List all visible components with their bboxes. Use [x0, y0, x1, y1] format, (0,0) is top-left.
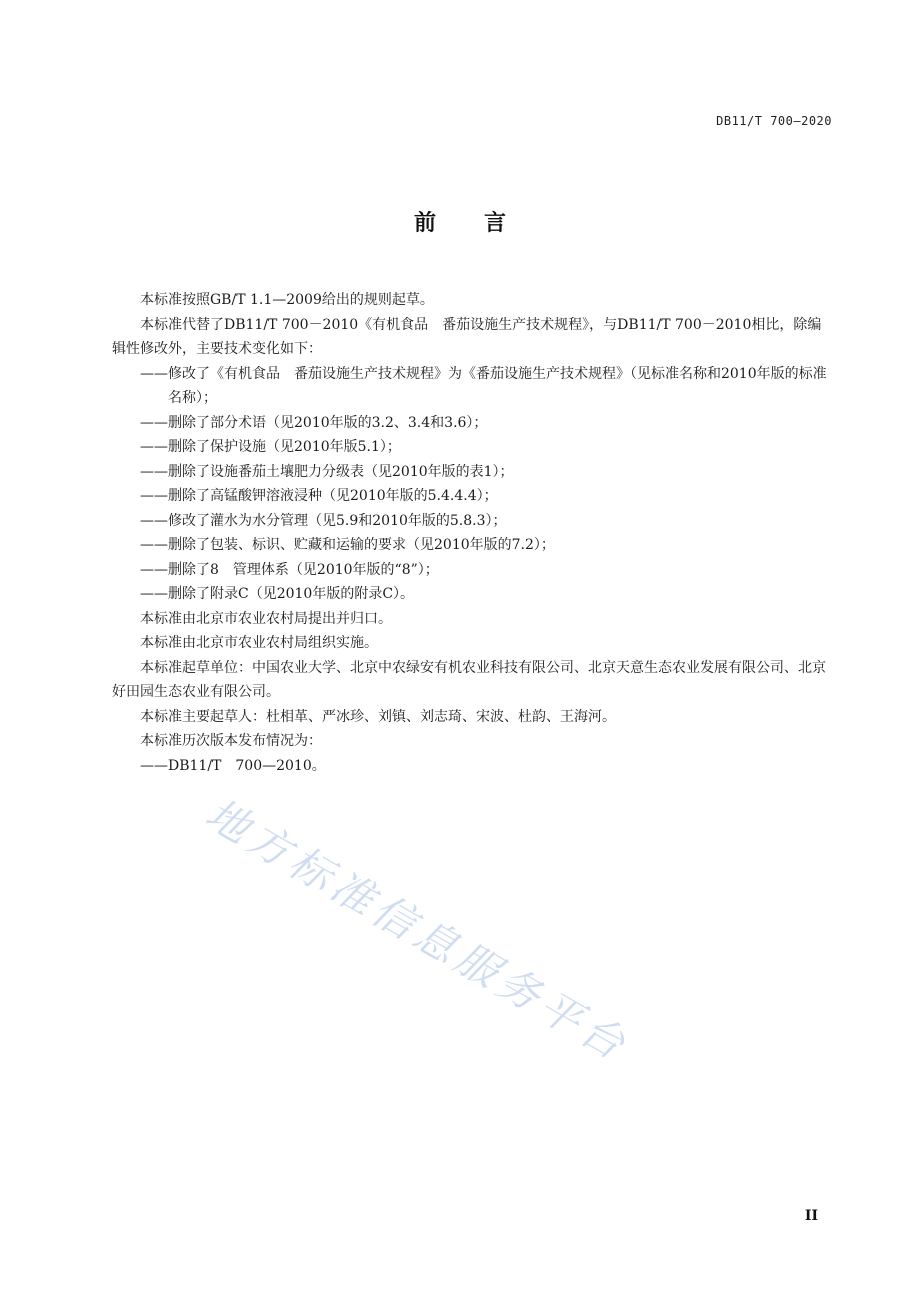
paragraph: 本标准由北京市农业农村局提出并归口。 [140, 610, 392, 627]
list-item: ——删除了附录C（见2010年版的附录C）。 [140, 586, 415, 602]
list-item: ——删除了设施番茄土壤肥力分级表（见2010年版的表1）； [140, 463, 514, 480]
list-item: ——修改了灌水为水分管理（见5.9和2010年版的5.8.3）； [140, 512, 507, 529]
list-item: ——修改了《有机食品 番茄设施生产技术规程》为《番茄设施生产技术规程》（见标准名称和2010年版的标准名称）； [140, 365, 827, 406]
document-code: DB11/T 700—2020 [716, 114, 832, 128]
paragraph: 本标准代替了DB11/T 700－2010《有机食品 番茄设施生产技术规程》，与DB11/T 700－2010相比，除编辑性修改外，主要技术变化如下： [112, 316, 822, 357]
list-item: ——删除了部分术语（见2010年版的3.2、3.4和3.6）； [140, 414, 488, 431]
page-title: 前言 [413, 211, 554, 236]
list-item: ——删除了保护设施（见2010年版5.1）； [140, 439, 401, 455]
list-item: ——删除了高锰酸钾溶液浸种（见2010年版的5.4.4.4）； [140, 488, 498, 504]
paragraph: 本标准按照GB/T 1.1—2009给出的规则起草。 [140, 292, 434, 308]
paragraph: 本标准历次版本发布情况为： [140, 733, 322, 749]
foreword-content [112, 288, 834, 778]
paragraph: 本标准由北京市农业农村局组织实施。 [140, 635, 378, 651]
list-item: ——删除了8 管理体系（见2010年版的“8”）； [140, 561, 439, 578]
paragraph: ——DB11/T 700—2010。 [140, 757, 326, 774]
list-item: ——删除了包装、标识、贮藏和运输的要求（见2010年版的7.2）； [140, 537, 555, 553]
watermark: 地方标准信息服务平台 [197, 788, 638, 1072]
page-number: II [804, 1208, 818, 1224]
paragraph: 本标准主要起草人：杜相革、严冰珍、刘镇、刘志琦、宋波、杜韵、王海河。 [140, 708, 616, 725]
paragraph: 本标准起草单位：中国农业大学、北京中农绿安有机农业科技有限公司、北京天意生态农业发展有限公司、北京好田园生态农业有限公司。 [112, 659, 826, 700]
